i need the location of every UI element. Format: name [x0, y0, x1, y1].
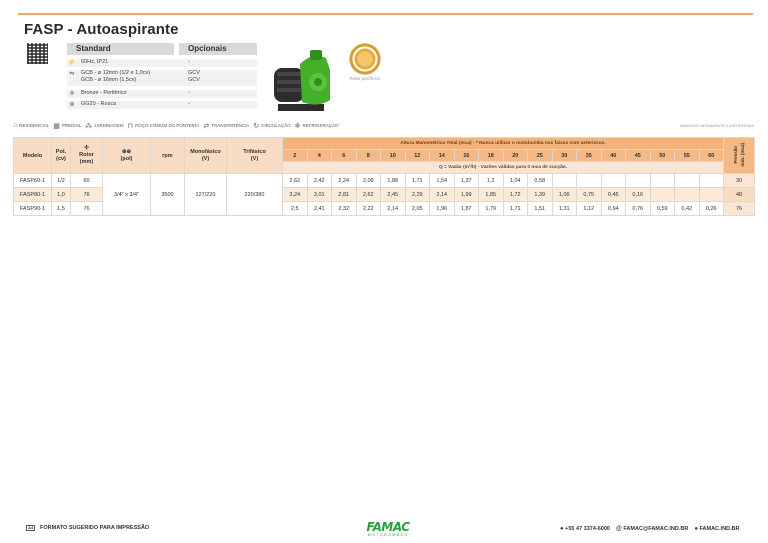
flow-cell — [650, 188, 675, 202]
image-note: IMAGENS MERAMENTE ILUSTRATIVAS — [680, 123, 755, 128]
spec-std: 60Hz, IP21 — [81, 59, 109, 65]
pressure-cell: 48 — [724, 188, 755, 202]
flow-cell: 0,76 — [626, 202, 651, 216]
flow-cell: 0,75 — [577, 188, 602, 202]
famac-logo: FAMAC MOTOBOMBAS — [366, 520, 410, 537]
footer-phone[interactable]: ● +55 47 3374-6000 — [560, 526, 610, 532]
circulation-icon: ↻ — [253, 122, 260, 130]
app-residencial: ⌂ RESIDENCIAL — [13, 122, 50, 129]
performance-table — [13, 137, 755, 216]
height-col: 12 — [405, 150, 430, 162]
flow-cell: 2,41 — [307, 202, 332, 216]
height-col: 50 — [650, 150, 675, 162]
height-col: 4 — [307, 150, 332, 162]
flow-cell — [699, 174, 724, 188]
rotor-cell: 76 — [71, 188, 103, 202]
height-col: 16 — [454, 150, 479, 162]
flow-cell: 0,59 — [650, 202, 675, 216]
shared-conn-cell: 3/4" x 3/4" — [103, 174, 151, 216]
page-title: FASP - Autoaspirante — [24, 21, 179, 38]
flow-cell: 2,45 — [381, 188, 406, 202]
flow-cell — [601, 174, 626, 188]
model-cell: FASP80-1 — [14, 188, 52, 202]
flow-cell: 1,79 — [479, 202, 504, 216]
power-cell: 1,5 — [52, 202, 71, 216]
flow-cell: 0,26 — [699, 202, 724, 216]
contact-info — [560, 526, 740, 532]
applications-bar — [13, 121, 339, 130]
flow-cell — [577, 174, 602, 188]
pump-image — [272, 46, 336, 116]
flow-cell: 1,96 — [430, 202, 455, 216]
spec-std: GCB - ø 12mm (1/2 e 1,0cv) GCB - ø 16mm (1,5cv) — [81, 70, 151, 83]
col-rotor: ✣ Rotor (mm) — [71, 138, 103, 174]
email-icon: @ — [615, 526, 622, 532]
height-col: 45 — [626, 150, 651, 162]
flow-cell: 0,16 — [626, 188, 651, 202]
height-col: 2 — [283, 150, 308, 162]
power-cell: 1/2 — [52, 174, 71, 188]
flow-cell: 1,06 — [552, 188, 577, 202]
footer-email[interactable]: @ FAMAC@FAMAC.IND.BR — [615, 526, 689, 532]
height-col: 20 — [503, 150, 528, 162]
spec-opt: - — [188, 101, 190, 107]
standard-header: Standard — [67, 43, 174, 55]
table-row — [14, 174, 755, 188]
flow-cell: 0,45 — [601, 188, 626, 202]
globe-icon: ● — [694, 526, 698, 532]
height-col: 8 — [356, 150, 381, 162]
height-title: Altura Manométrica Total (mca) - * Nunca utilizar o motobomba nas faixas com asteriscos. — [283, 138, 724, 150]
flow-cell: 2,22 — [356, 202, 381, 216]
flow-cell: 2,62 — [356, 188, 381, 202]
col-connection: ⊕⊕ (pol) — [103, 138, 151, 174]
spec-row-connector — [67, 70, 257, 86]
spec-opt: - — [188, 90, 190, 96]
app-jardinagem: ⁂ JARDINAGEM — [85, 122, 124, 130]
badge-label: Rotor periférico — [349, 76, 381, 81]
flow-cell: 1,87 — [454, 202, 479, 216]
flow-cell — [650, 174, 675, 188]
rotor-icon: ✣ — [84, 145, 89, 151]
col-mono: Monofásico (V) — [185, 138, 227, 174]
flow-cell — [626, 174, 651, 188]
peripheral-rotor-badge — [349, 43, 381, 75]
flow-cell — [699, 188, 724, 202]
height-col: 14 — [430, 150, 455, 162]
flow-cell: 2,06 — [356, 174, 381, 188]
height-col: 35 — [577, 150, 602, 162]
flow-cell: 0,94 — [601, 202, 626, 216]
flow-cell: 1,85 — [479, 188, 504, 202]
app-transferencia: ⇄ TRANSFERÊNCIA — [203, 122, 250, 130]
flow-cell: 1,2 — [479, 174, 504, 188]
well-icon: ⊓ — [127, 122, 134, 130]
flow-cell: 2,42 — [307, 174, 332, 188]
flow-cell: 1,12 — [577, 202, 602, 216]
flow-cell: 2,32 — [332, 202, 357, 216]
flow-cell: 1,71 — [405, 174, 430, 188]
height-col: 18 — [479, 150, 504, 162]
flow-cell: 2,81 — [332, 188, 357, 202]
flow-cell: 2,24 — [332, 174, 357, 188]
height-col: 10 — [381, 150, 406, 162]
shared-mono-cell: 127/220 — [185, 174, 227, 216]
flow-cell: 1,99 — [454, 188, 479, 202]
phone-icon: ● — [560, 526, 564, 532]
spec-std: GG20 - Rosca — [81, 101, 117, 107]
sprinkler-icon: ⁂ — [85, 122, 93, 130]
height-col: 25 — [528, 150, 553, 162]
building-icon: ▦ — [53, 122, 60, 130]
qr-code[interactable] — [27, 43, 48, 64]
footer-site[interactable]: ● FAMAC.IND.BR — [694, 526, 740, 532]
paper-format-icon: A4 — [27, 525, 34, 530]
spec-std: Bronze - Periférico — [81, 90, 127, 96]
flow-cell — [675, 188, 700, 202]
spec-row-body — [67, 101, 257, 109]
flow-cell: 3,01 — [307, 188, 332, 202]
flow-cell: 1,51 — [528, 202, 553, 216]
flow-cell — [552, 174, 577, 188]
flow-note: Q = Vazão (m³/h) - Vazões válidas para 0 mca de sucção. — [283, 162, 724, 174]
thread-icon: ⊛ — [69, 102, 75, 108]
suction-discharge-icon: ⊕⊕ — [121, 148, 132, 155]
flow-cell: 3,24 — [283, 188, 308, 202]
flow-cell — [675, 174, 700, 188]
col-model: Modelo — [14, 138, 52, 174]
flow-cell: 0,58 — [528, 174, 553, 188]
hose-connector-icon: ⇋ — [69, 71, 75, 77]
print-format-note: A4 FORMATO SUGERIDO PARA IMPRESSÃO — [27, 525, 150, 531]
height-col: 55 — [675, 150, 700, 162]
spec-opt: GCV GCV — [188, 70, 200, 83]
app-poco: ⊓ POÇO COMUM OU PONTEIRA — [127, 122, 200, 130]
height-col: 30 — [552, 150, 577, 162]
plug-icon: ⚡ — [68, 60, 76, 66]
col-pressure: Pressão máx. (mca) — [724, 138, 755, 174]
flow-cell: 1,39 — [528, 188, 553, 202]
power-cell: 1,0 — [52, 188, 71, 202]
flow-cell: 2,14 — [381, 202, 406, 216]
height-col: 60 — [699, 150, 724, 162]
model-cell: FASP90-1 — [14, 202, 52, 216]
shared-rpm-cell: 3500 — [151, 174, 185, 216]
flow-cell: 2,5 — [283, 202, 308, 216]
spec-opt: - — [188, 59, 190, 65]
flow-cell: 1,37 — [454, 174, 479, 188]
col-power: Pot. (cv) — [52, 138, 71, 174]
flow-cell: 1,72 — [503, 188, 528, 202]
flow-cell: 1,04 — [503, 174, 528, 188]
shared-tri-cell: 220/380 — [227, 174, 283, 216]
rotor-cell: 60 — [71, 174, 103, 188]
model-cell: FASP60-1 — [14, 174, 52, 188]
app-refrigeracao: ❄ REFRIGERAÇÃO — [294, 122, 339, 130]
rotor-icon: ✢ — [69, 91, 75, 97]
app-predial: ▦ PREDIAL — [53, 122, 82, 130]
rotor-cell: 76 — [71, 202, 103, 216]
flow-cell: 2,05 — [405, 202, 430, 216]
flow-cell: 1,54 — [430, 174, 455, 188]
flow-cell: 2,62 — [283, 174, 308, 188]
pressure-cell: 76 — [724, 202, 755, 216]
top-rule — [18, 13, 753, 15]
cooling-icon: ❄ — [294, 122, 301, 130]
col-tri: Trifásico (V) — [227, 138, 283, 174]
transfer-icon: ⇄ — [203, 122, 210, 130]
flow-cell: 2,29 — [405, 188, 430, 202]
house-icon: ⌂ — [13, 122, 18, 129]
flow-cell: 1,88 — [381, 174, 406, 188]
flow-cell: 2,14 — [430, 188, 455, 202]
flow-cell: 0,42 — [675, 202, 700, 216]
spec-row-power — [67, 59, 257, 67]
height-col: 6 — [332, 150, 357, 162]
height-col: 40 — [601, 150, 626, 162]
flow-cell: 1,31 — [552, 202, 577, 216]
app-circulacao: ↻ CIRCULAÇÃO — [253, 122, 291, 130]
pressure-cell: 30 — [724, 174, 755, 188]
spec-row-rotor — [67, 90, 257, 98]
optional-header: Opcionais — [179, 43, 257, 55]
col-rpm: rpm — [151, 138, 185, 174]
flow-cell: 1,71 — [503, 202, 528, 216]
